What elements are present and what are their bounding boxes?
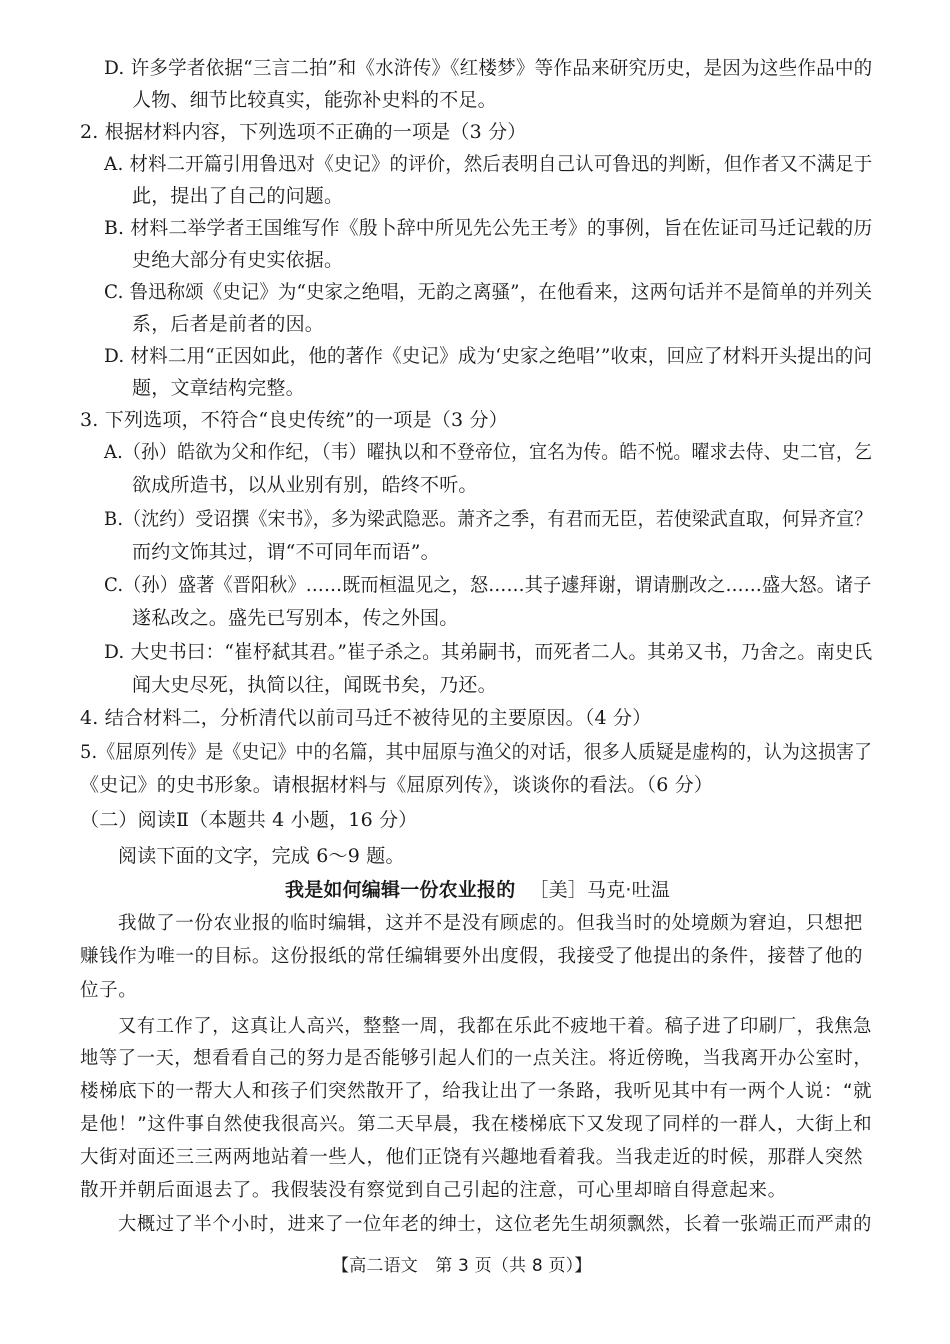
essay-line: 又有工作了，这真让人高兴，整整一周，我都在乐此不疲地干着。稿子进了印刷厂，我焦急 — [118, 1016, 873, 1037]
q2-option-c-line2: 系，后者是前者的因。 — [132, 313, 325, 335]
essay-title-row — [285, 878, 670, 902]
essay-author: ［美］马克·吐温 — [529, 879, 671, 901]
q5-line2: 《史记》的史书形象。请根据材料与《屈原列传》，谈谈你的看法。（6 分） — [80, 774, 714, 796]
q3-option-c-line2: 遂私改之。盛先已写别本，传之外国。 — [132, 607, 459, 629]
q1-option-d-line1: D. 许多学者依据“三言二拍”和《水浒传》《红楼梦》等作品来研究历史，是因为这些作品中的 — [104, 57, 873, 79]
q3-option-b-line1: B.（沈约）受诏撰《宋书》，多为梁武隐恶。萧齐之季，有君而无臣，若使梁武直取，何异齐宣？ — [104, 508, 873, 530]
q2-option-b-line2: 史绝大部分有史实依据。 — [132, 249, 344, 271]
section2-heading: （二）阅读Ⅱ（本题共 4 小题，16 分） — [80, 809, 418, 831]
q2-stem: 2. 根据材料内容，下列选项不正确的一项是（3 分） — [80, 121, 527, 143]
q2-option-a-line1: A. 材料二开篇引用鲁迅对《史记》的评价，然后表明自己认可鲁迅的判断，但作者又不满足于 — [104, 153, 873, 175]
q2-option-a-line2: 此，提出了自己的问题。 — [132, 185, 344, 207]
section2-instruction: 阅读下面的文字，完成 6～9 题。 — [118, 845, 405, 867]
q2-option-d-line1: D. 材料二用“正因如此，他的著作《史记》成为‘史家之绝唱’”收束，回应了材料开头提出的问 — [104, 345, 873, 367]
q3-option-c-line1: C.（孙）盛著《晋阳秋》……既而桓温见之，怒……其子遽拜谢，谓请删改之……盛大怒。诸子 — [104, 574, 872, 596]
q3-option-d-line2: 闻大史尽死，执简以往，闻既书矣，乃还。 — [132, 674, 497, 696]
q2-option-b-line1: B. 材料二举学者王国维写作《殷卜辞中所见先公先王考》的事例，旨在佐证司马迁记载的历 — [104, 217, 873, 239]
essay-line: 位子。 — [80, 980, 138, 1001]
essay-line: 赚钱作为唯一的目标。这份报纸的常任编辑要外出度假，我接受了他提出的条件，接替了他的 — [80, 946, 864, 967]
essay-line: 散开并朝后面退去了。我假装没有察觉到自己引起的注意，可心里却暗自得意起来。 — [80, 1180, 787, 1201]
essay-line: 大概过了半个小时，进来了一位年老的绅士，这位老先生胡须飘然，长着一张端正而严肃的 — [118, 1214, 873, 1235]
q1-option-d-line2: 人物、细节比较真实，能弥补史料的不足。 — [132, 89, 497, 111]
q3-option-b-line2: 而约文饰其过，谓“不可同年而语”。 — [132, 541, 440, 563]
essay-line: 地等了一天，想看看自己的努力是否能够引起人们的一点关注。将近傍晚，当我离开办公室时， — [80, 1048, 873, 1069]
q5-line1: 5.《屈原列传》是《史记》中的名篇，其中屈原与渔父的对话，很多人质疑是虚构的，认为这损害了 — [80, 741, 873, 763]
essay-line: 是他！”这件事自然使我很高兴。第二天早晨，我在楼梯底下又发现了同样的一群人，大街上和 — [80, 1114, 873, 1135]
essay-line: 大街对面还三三两两地站着一些人，他们正饶有兴趣地看着我。当我走近的时候，那群人突然 — [80, 1147, 864, 1168]
q4-stem: 4. 结合材料二，分析清代以前司马迁不被待见的主要原因。（4 分） — [80, 707, 652, 729]
q2-option-c-line1: C. 鲁迅称颂《史记》为“史家之绝唱，无韵之离骚”，在他看来，这两句话并不是简单的并列关 — [104, 281, 873, 303]
essay-line: 楼梯底下的一帮大人和孩子们突然散开了，给我让出了一条路，我听见其中有一两个人说：“就 — [80, 1081, 873, 1102]
q3-option-a-line1: A.（孙）皓欲为父和作纪，（韦）曜执以和不登帝位，宜名为传。皓不悦。曜求去侍、史二官，乞 — [104, 441, 873, 463]
essay-title: 我是如何编辑一份农业报的 — [285, 879, 516, 901]
essay-line: 我做了一份农业报的临时编辑，这并不是没有顾虑的。但我当时的处境颇为窘迫，只想把 — [118, 913, 863, 934]
q3-option-d-line1: D. 大史书曰：“崔杼弑其君。”崔子杀之。其弟嗣书，而死者二人。其弟又书，乃舍之。南史氏 — [104, 641, 873, 663]
q3-stem: 3. 下列选项，不符合“良史传统”的一项是（3 分） — [80, 409, 508, 431]
page-footer: 【高二语文 第 3 页（共 8 页）】 — [332, 1256, 592, 1276]
q2-option-d-line2: 题，文章结构完整。 — [132, 377, 305, 399]
q3-option-a-line2: 欲成所造书，以从业别有别，皓终不听。 — [132, 474, 478, 496]
